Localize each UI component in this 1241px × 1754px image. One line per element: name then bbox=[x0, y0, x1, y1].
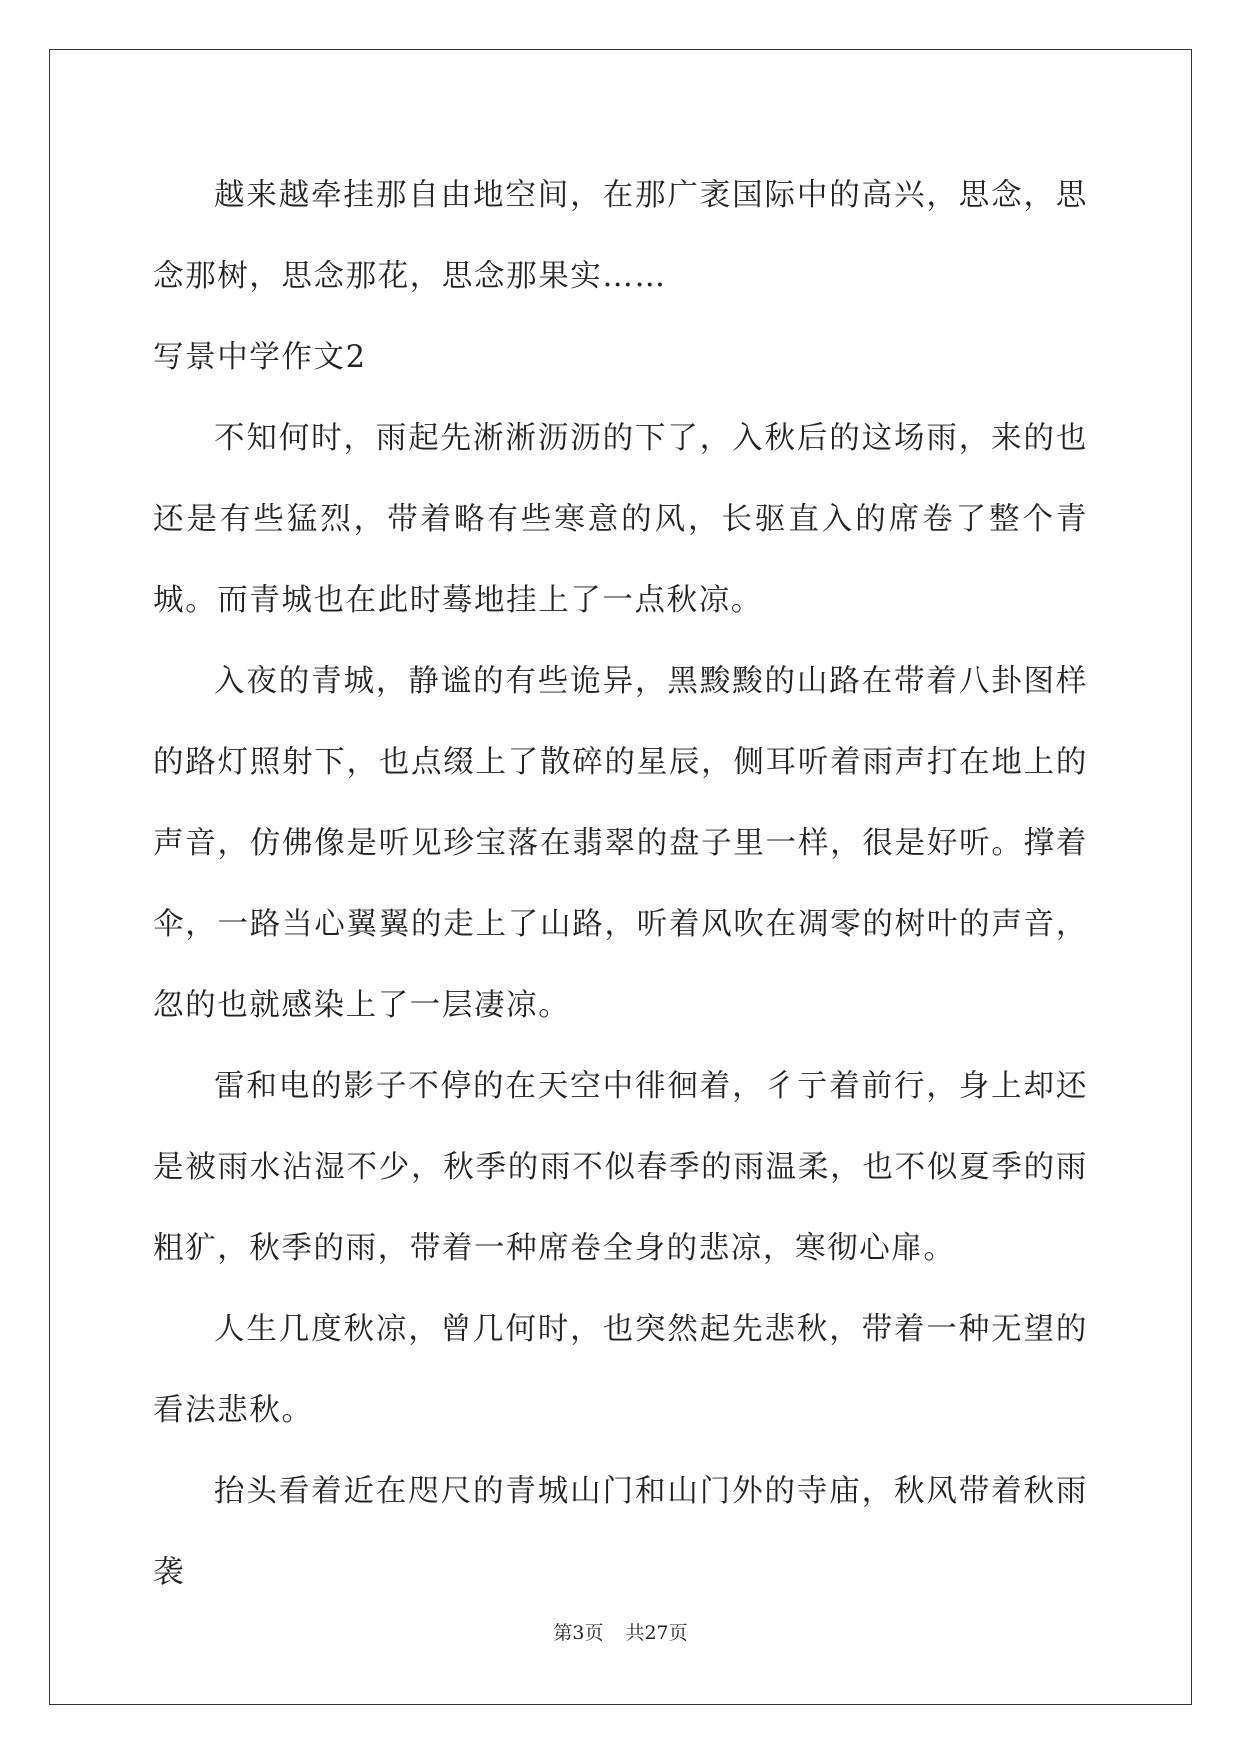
paragraph: 抬头看着近在咫尺的青城山门和山门外的寺庙，秋风带着秋雨袭 bbox=[153, 1474, 1088, 1590]
paragraph: 不知何时，雨起先淅淅沥沥的下了，入秋后的这场雨，来的也还是有些猛烈，带着略有些寒意的风，长驱直入的席卷了整个青城。而青城也在此时蓦地挂上了一点秋凉。 bbox=[153, 421, 1088, 618]
page-footer bbox=[0, 1621, 1241, 1645]
page-total: 共27页 bbox=[625, 1622, 688, 1644]
document-body bbox=[153, 155, 1088, 1613]
paragraph: 入夜的青城，静谧的有些诡异，黑黢黢的山路在带着八卦图样的路灯照射下，也点缀上了散碎的星辰，侧耳听着雨声打在地上的声音，仿佛像是听见珍宝落在翡翠的盘子里一样，很是好听。撑着伞，一路当心翼翼的走上了山路，听着风吹在凋零的树叶的声音，忽的也就感染上了一层凄凉。 bbox=[153, 664, 1088, 1023]
paragraph: 越来越牵挂那自由地空间，在那广袤国际中的高兴，思念，思念那树，思念那花，思念那果实…… bbox=[153, 178, 1088, 294]
paragraph: 雷和电的影子不停的在天空中徘徊着，彳亍着前行，身上却还是被雨水沾湿不少，秋季的雨不似春季的雨温柔，也不似夏季的雨粗犷，秋季的雨，带着一种席卷全身的悲凉，寒彻心扉。 bbox=[153, 1069, 1088, 1266]
page-number: 第3页 bbox=[553, 1622, 604, 1644]
paragraph: 人生几度秋凉，曾几何时，也突然起先悲秋，带着一种无望的看法悲秋。 bbox=[153, 1312, 1088, 1428]
section-heading: 写景中学作文2 bbox=[153, 340, 367, 375]
